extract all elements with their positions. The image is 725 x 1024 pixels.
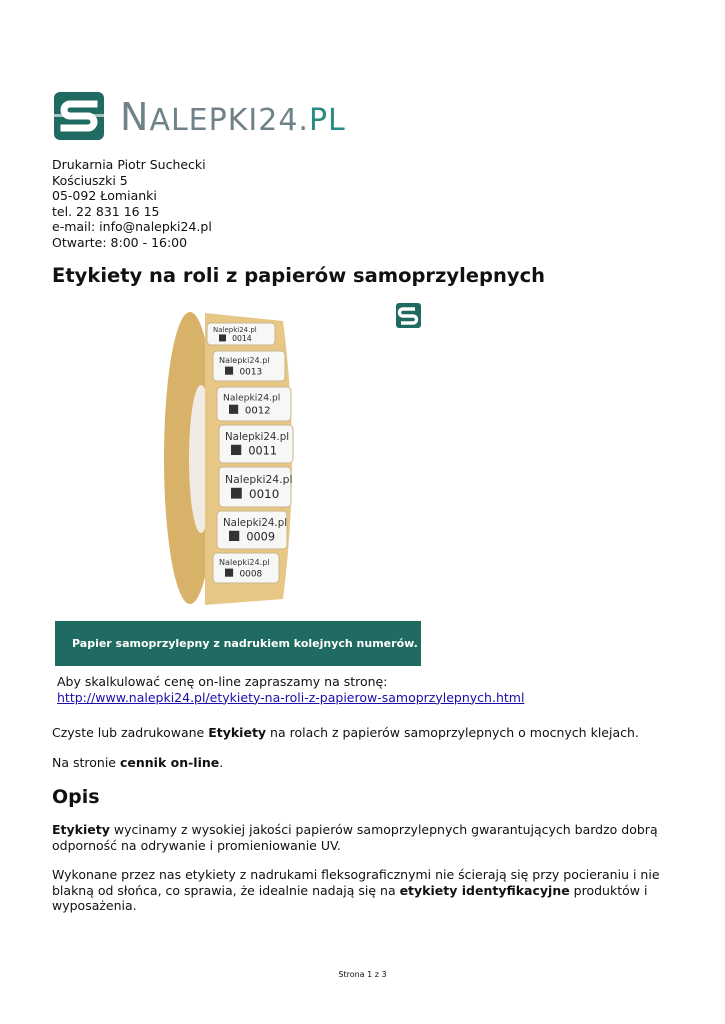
desc1-bold: Etykiety — [52, 822, 110, 837]
section-title: Opis — [52, 786, 100, 808]
page-title: Etykiety na roli z papierów samoprzylepnych — [52, 264, 546, 287]
logo-s-icon — [54, 92, 104, 140]
company-logo — [54, 92, 354, 144]
phone: tel. 22 831 16 15 — [52, 203, 160, 219]
visit-text: Aby skalkulować cenę on-line zapraszamy na stronę: — [57, 674, 388, 689]
roll-label-brand: Nalepki24.pl — [213, 325, 257, 334]
intro-paragraph: Czyste lub zadrukowane Etykiety na rolach z papierów samoprzylepnych o mocnych klejach. — [52, 725, 639, 740]
roll-label-number: 0011 — [248, 444, 278, 458]
photo-logo-icon — [396, 303, 421, 328]
visit-note — [57, 674, 524, 705]
email: e-mail: info@nalepki24.pl — [52, 219, 212, 234]
qr-code-icon — [225, 569, 233, 577]
roll-label-number: 0013 — [239, 367, 263, 378]
company-name: Drukarnia Piotr Suchecki — [52, 157, 206, 172]
roll-label-number: 0010 — [249, 487, 280, 502]
roll-label-brand: Nalepki24.pl — [223, 517, 288, 530]
desc2-bold: etykiety identyfikacyjne — [399, 882, 570, 898]
description-paragraph-1: Etykiety wycinamy z wysokiej jakości papierów samoprzylepnych gwarantujących bardzo dobrą odporność na odrywanie i promieniowanie UV. — [52, 822, 658, 853]
opening-hours: Otwarte: 8:00 - 16:00 — [52, 234, 188, 250]
roll-label-brand: Nalepki24.pl — [223, 392, 281, 404]
qr-code-icon — [231, 445, 241, 455]
city: 05-092 Łomianki — [52, 188, 157, 203]
qr-code-icon — [219, 334, 226, 341]
roll-label-brand: Nalepki24.pl — [225, 431, 290, 444]
roll-label-brand: Nalepki24.pl — [219, 355, 270, 365]
photo-caption: Papier samoprzylepny z nadrukiem kolejnych numerów. — [55, 621, 421, 666]
product-link[interactable]: http://www.nalepki24.pl/etykiety-na-roli-z-papierow-samoprzylepnych.html — [57, 689, 525, 705]
intro-bold: Etykiety — [208, 725, 267, 740]
roll-label-number: 0012 — [244, 405, 271, 417]
description-paragraph-2: Wykonane przez nas etykiety z nadrukami fleksograficznymi nie ścierają się przy pocieraniu i nie blakną od słońca, co sprawia, że idealnie nadają się na etykiety identyfikacyjne produktów i wyposażenia. — [52, 867, 660, 913]
qr-code-icon — [225, 367, 233, 375]
roll-label-number: 0014 — [232, 334, 252, 344]
pricing-paragraph: Na stronie cennik on-line. — [52, 755, 224, 770]
pricing-bold: cennik on-line — [119, 755, 220, 770]
qr-code-icon — [229, 405, 238, 414]
roll-label-number: 0008 — [239, 569, 263, 580]
roll-label-number: 0009 — [246, 530, 276, 544]
logo-wordmark: NALEPKI24.PL — [120, 95, 346, 139]
street: Kościuszki 5 — [52, 172, 128, 188]
roll-label-brand: Nalepki24.pl — [225, 473, 293, 486]
qr-code-icon — [229, 531, 239, 541]
page-footer: Strona 1 z 3 — [338, 970, 387, 979]
product-photo — [55, 303, 421, 613]
company-address — [52, 157, 212, 250]
roll-label-brand: Nalepki24.pl — [219, 557, 270, 567]
qr-code-icon — [231, 488, 242, 499]
